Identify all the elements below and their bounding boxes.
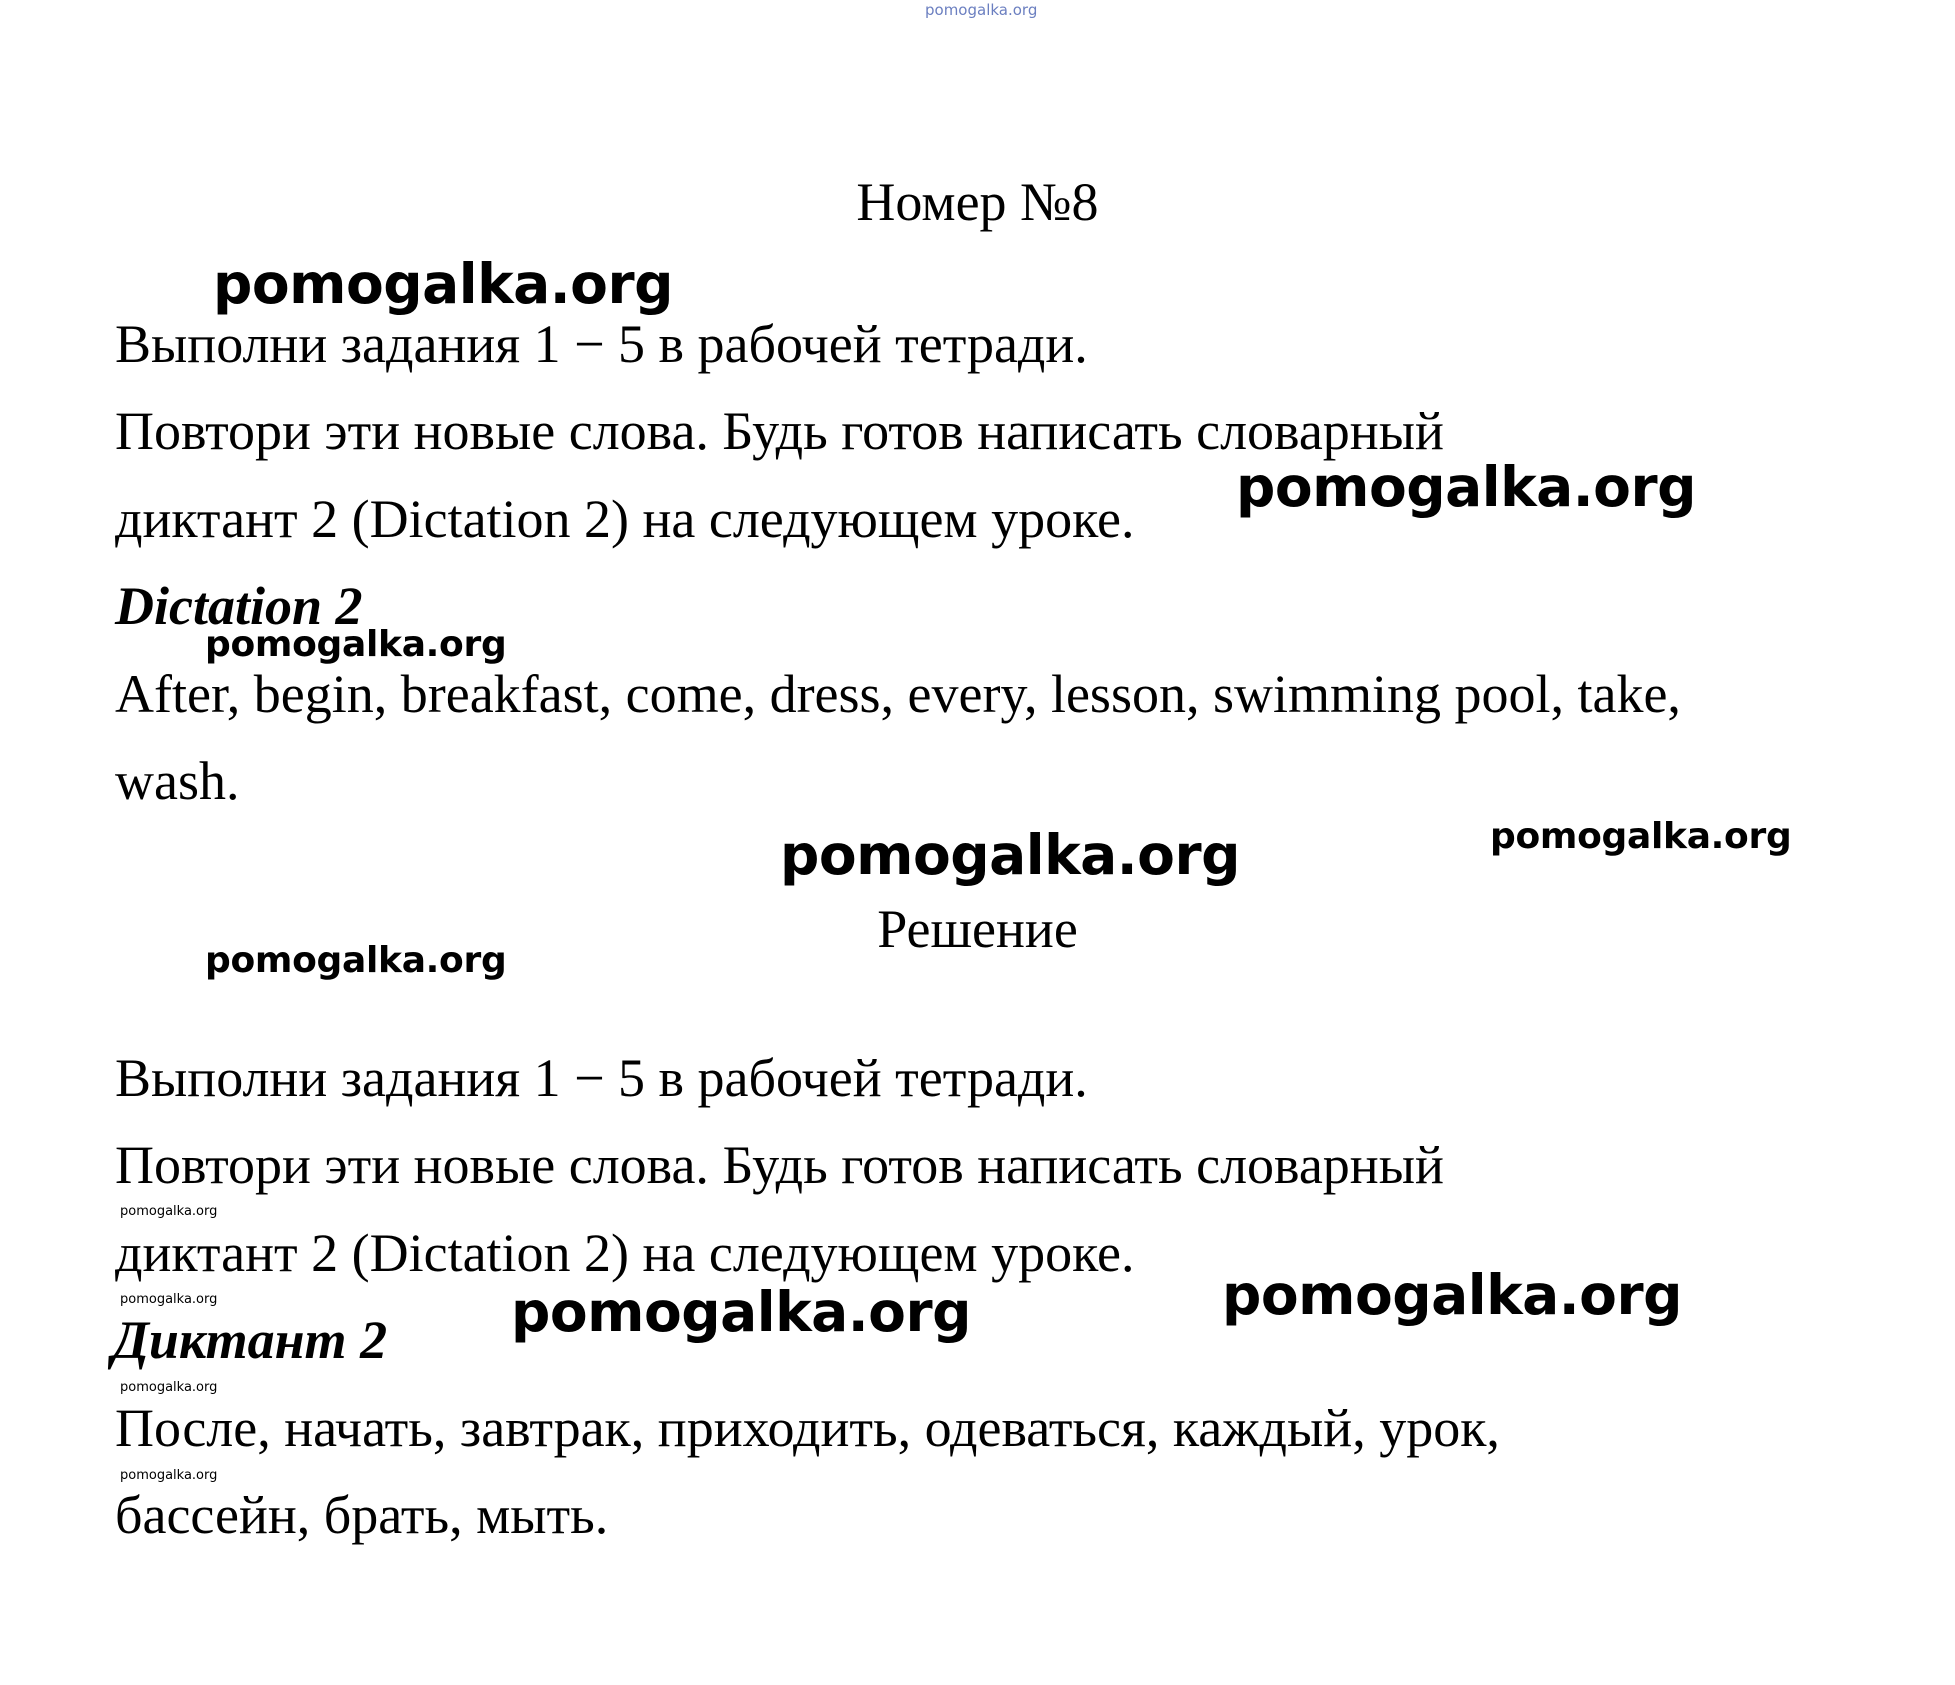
task-words-line-2: wash. <box>115 751 240 811</box>
watermark: pomogalka.org <box>205 624 507 665</box>
task-words-line-1: After, begin, breakfast, come, dress, every, lesson, swimming pool, take, <box>115 664 1681 724</box>
watermark: pomogalka.org <box>205 940 507 981</box>
task-line-1: Выполни задания 1 − 5 в рабочей тетради. <box>115 314 1088 374</box>
watermark: pomogalka.org <box>1490 816 1792 857</box>
watermark: pomogalka.org <box>120 1468 218 1483</box>
solution-heading: Решение <box>877 899 1078 959</box>
watermark: pomogalka.org <box>120 1292 218 1307</box>
solution-words-line-2: бассейн, брать, мыть. <box>115 1485 609 1545</box>
task-heading: Dictation 2 <box>115 576 363 636</box>
watermark: pomogalka.org <box>1236 455 1696 519</box>
task-line-2: Повтори эти новые слова. Будь готов написать словарный <box>115 401 1444 461</box>
solution-words-line-1: После, начать, завтрак, приходить, одеваться, каждый, урок, <box>115 1398 1500 1458</box>
solution-line-3: диктант 2 (Dictation 2) на следующем уроке. <box>115 1223 1135 1283</box>
solution-heading-dictation: Диктант 2 <box>112 1310 388 1370</box>
solution-line-1: Выполни задания 1 − 5 в рабочей тетради. <box>115 1048 1088 1108</box>
watermark: pomogalka.org <box>780 823 1240 887</box>
watermark: pomogalka.org <box>1222 1263 1682 1327</box>
watermark: pomogalka.org <box>511 1280 971 1344</box>
solution-line-2: Повтори эти новые слова. Будь готов написать словарный <box>115 1135 1444 1195</box>
page-title: Номер №8 <box>856 172 1099 232</box>
watermark: pomogalka.org <box>120 1204 218 1219</box>
watermark: pomogalka.org <box>120 1380 218 1395</box>
watermark: pomogalka.org <box>213 252 673 316</box>
task-line-3: диктант 2 (Dictation 2) на следующем уроке. <box>115 489 1135 549</box>
header-watermark: pomogalka.org <box>925 1 1038 19</box>
